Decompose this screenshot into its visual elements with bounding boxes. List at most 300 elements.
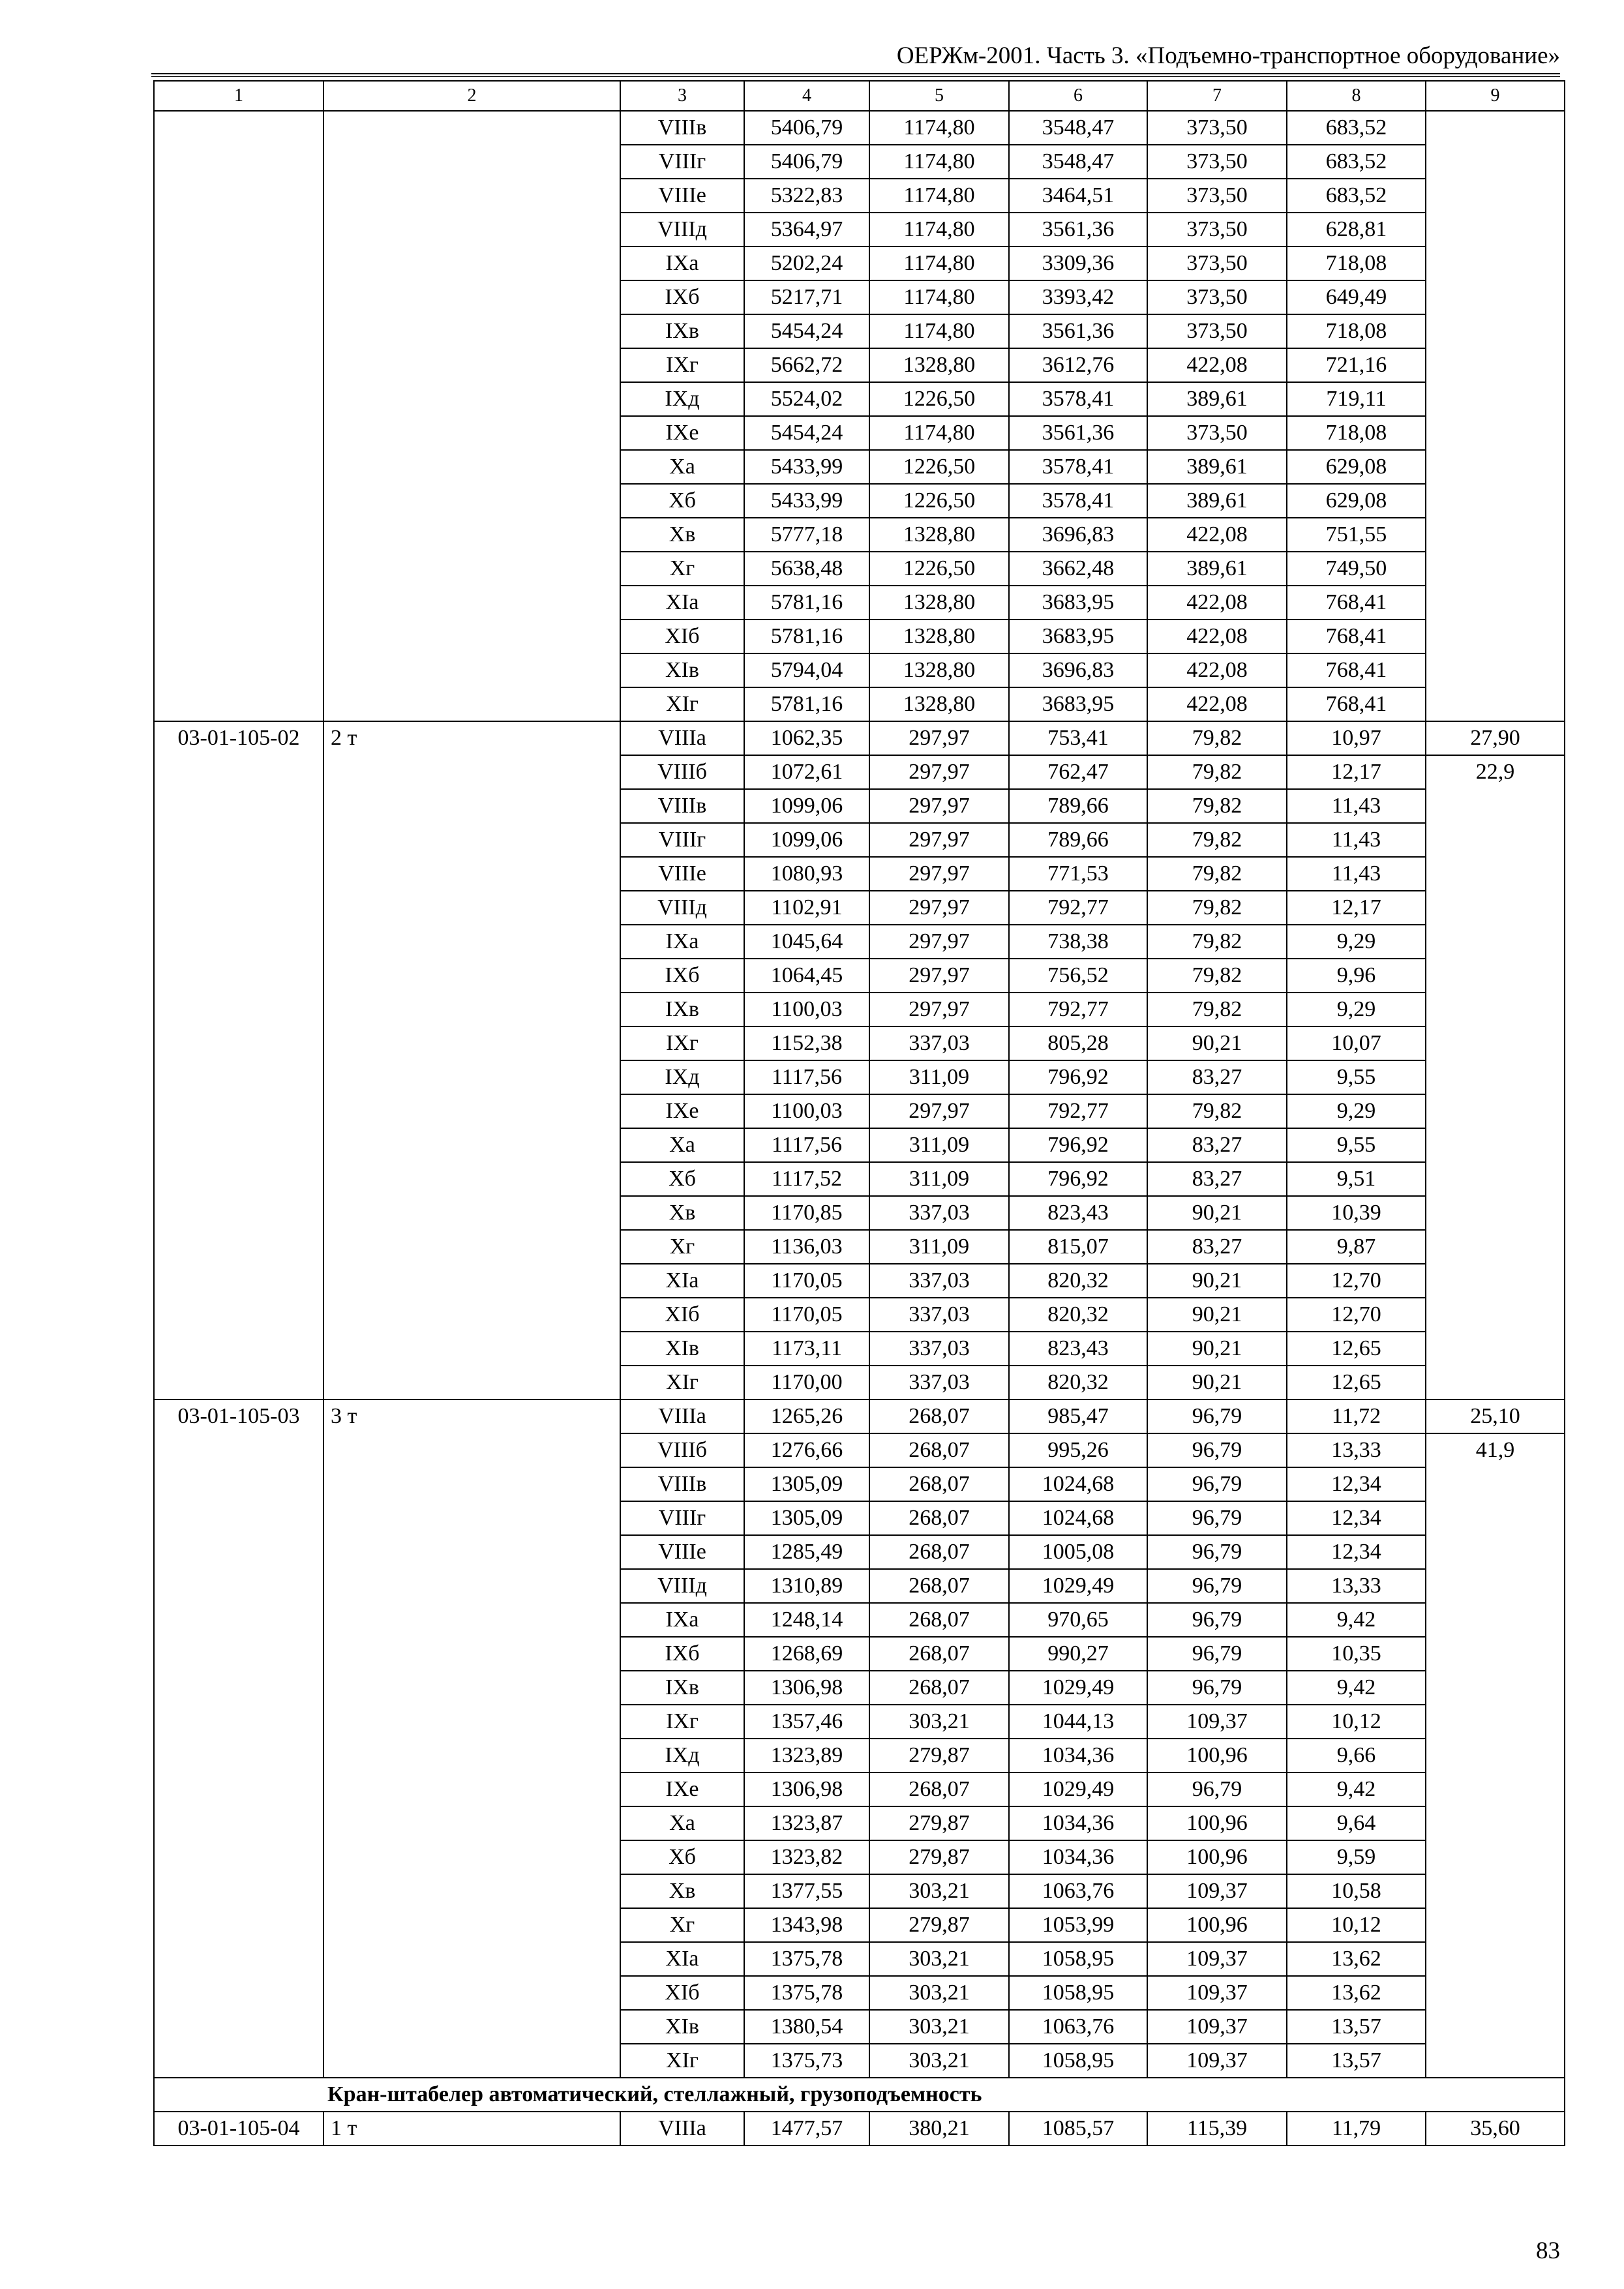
value-cell: IXб [620,1637,744,1671]
value-cell: 5322,83 [744,179,869,213]
value-cell: 13,62 [1287,1976,1426,2010]
value-cell: 1102,91 [744,891,869,925]
value-cell: 3464,51 [1009,179,1147,213]
value-cell: 789,66 [1009,789,1147,823]
value-cell: 1377,55 [744,1874,869,1908]
value-cell: 79,82 [1147,993,1287,1026]
value-cell: 1080,93 [744,857,869,891]
value-cell: 1174,80 [869,179,1009,213]
value-cell: 9,51 [1287,1162,1426,1196]
value-cell: 3548,47 [1009,111,1147,145]
value-cell: 985,47 [1009,1399,1147,1433]
value-cell: 303,21 [869,1942,1009,1976]
value-cell: 1174,80 [869,416,1009,450]
value-cell: XIв [620,1332,744,1366]
value-cell: 1174,80 [869,247,1009,280]
value-cell: 1053,99 [1009,1908,1147,1942]
value-cell: 109,37 [1147,1942,1287,1976]
value-cell: XIб [620,1298,744,1332]
value-cell: 1029,49 [1009,1773,1147,1806]
value-cell: VIIIг [620,145,744,179]
value-cell: 1343,98 [744,1908,869,1942]
value-cell: VIIIб [620,1433,744,1467]
value-cell: Xг [620,552,744,586]
value-cell: 96,79 [1147,1501,1287,1535]
value-cell: 629,08 [1287,484,1426,518]
value-cell: 297,97 [869,789,1009,823]
value-cell: 1285,49 [744,1535,869,1569]
value-cell: 768,41 [1287,653,1426,687]
value-cell: 422,08 [1147,653,1287,687]
value-cell: 10,07 [1287,1026,1426,1060]
value-cell: VIIIв [620,1467,744,1501]
value-cell: 109,37 [1147,2044,1287,2078]
value-cell: 628,81 [1287,213,1426,247]
value-cell: 1226,50 [869,484,1009,518]
value-cell: 1044,13 [1009,1705,1147,1739]
value-cell: IXe [620,1094,744,1128]
value-cell: Xг [620,1230,744,1264]
value-cell: 279,87 [869,1840,1009,1874]
page-header: ОЕРЖм-2001. Часть 3. «Подъемно-транспортное оборудование» [896,42,1560,69]
value-cell: 12,34 [1287,1535,1426,1569]
value-cell: 792,77 [1009,891,1147,925]
value-cell: 337,03 [869,1332,1009,1366]
value-cell: 96,79 [1147,1399,1287,1433]
value-cell: 10,12 [1287,1705,1426,1739]
value-cell: 13,57 [1287,2010,1426,2044]
value-cell: 268,07 [869,1501,1009,1535]
value-cell: 796,92 [1009,1162,1147,1196]
value-cell: 3578,41 [1009,382,1147,416]
value-cell: 83,27 [1147,1230,1287,1264]
value-cell: 792,77 [1009,1094,1147,1128]
value-cell: Xб [620,484,744,518]
value-cell: 109,37 [1147,1976,1287,2010]
value-cell: 970,65 [1009,1603,1147,1637]
column-number-cell: 8 [1287,81,1426,111]
value-cell: 789,66 [1009,823,1147,857]
value-cell: IXд [620,382,744,416]
value-cell: IXa [620,247,744,280]
value-cell: 749,50 [1287,552,1426,586]
value-cell: 389,61 [1147,552,1287,586]
value-cell: 1170,00 [744,1366,869,1399]
value-cell: 5662,72 [744,348,869,382]
value-cell: 805,28 [1009,1026,1147,1060]
value-cell: 1029,49 [1009,1671,1147,1705]
value-cell: 1306,98 [744,1671,869,1705]
value-cell: 820,32 [1009,1264,1147,1298]
value-cell: 297,97 [869,925,1009,959]
value-cell: 1170,05 [744,1264,869,1298]
value-cell: 1226,50 [869,450,1009,484]
value-cell: 718,08 [1287,247,1426,280]
value-cell: IXe [620,1773,744,1806]
value-cell: 96,79 [1147,1603,1287,1637]
value-cell: 1306,98 [744,1773,869,1806]
value-cell: 820,32 [1009,1366,1147,1399]
value-cell: XIa [620,586,744,620]
table-row [154,111,1565,145]
value-cell: 3561,36 [1009,416,1147,450]
value-cell: 1034,36 [1009,1840,1147,1874]
value-cell: IXг [620,1705,744,1739]
value-cell: XIв [620,2010,744,2044]
value-cell: 719,11 [1287,382,1426,416]
value-cell: 297,97 [869,1094,1009,1128]
value-cell: 1117,56 [744,1060,869,1094]
value-cell: 35,60 [1426,2112,1565,2146]
value-cell: 1174,80 [869,213,1009,247]
column-number-cell: 6 [1009,81,1147,111]
value-cell: 12,65 [1287,1332,1426,1366]
value-cell: 3561,36 [1009,213,1147,247]
value-cell: 762,47 [1009,755,1147,789]
value-cell: 1174,80 [869,145,1009,179]
value-cell: XIг [620,2044,744,2078]
value-cell: 1357,46 [744,1705,869,1739]
value-cell: 96,79 [1147,1637,1287,1671]
value-cell: 90,21 [1147,1264,1287,1298]
value-cell: 1477,57 [744,2112,869,2146]
value-cell: 79,82 [1147,789,1287,823]
value-cell: XIб [620,620,744,653]
value-cell: 3612,76 [1009,348,1147,382]
value-cell: 1117,52 [744,1162,869,1196]
value-cell: VIIIд [620,891,744,925]
value-cell: IXб [620,959,744,993]
value-cell: 279,87 [869,1908,1009,1942]
value-cell: VIIIe [620,1535,744,1569]
value-cell: 311,09 [869,1060,1009,1094]
value-cell: 3561,36 [1009,314,1147,348]
value-cell: 5406,79 [744,111,869,145]
value-cell: 1034,36 [1009,1739,1147,1773]
value-cell: 279,87 [869,1806,1009,1840]
value-cell: 109,37 [1147,2010,1287,2044]
value-cell: 297,97 [869,721,1009,755]
value-cell: 311,09 [869,1162,1009,1196]
value-cell: 303,21 [869,2044,1009,2078]
value-cell: 1226,50 [869,552,1009,586]
value-cell: 13,33 [1287,1569,1426,1603]
value-cell: Xв [620,1874,744,1908]
value-cell: 1063,76 [1009,1874,1147,1908]
value-cell: 83,27 [1147,1128,1287,1162]
value-cell: 9,42 [1287,1671,1426,1705]
section-title: Кран-штабелер автоматический, стеллажный, грузоподъемность [154,2078,1565,2112]
value-cell: 1328,80 [869,348,1009,382]
value-cell: 1058,95 [1009,1942,1147,1976]
value-cell: 768,41 [1287,620,1426,653]
value-cell: 815,07 [1009,1230,1147,1264]
value-cell: 5777,18 [744,518,869,552]
value-cell: 96,79 [1147,1433,1287,1467]
value-cell: 3683,95 [1009,687,1147,721]
value-cell: 649,49 [1287,280,1426,314]
column-9-cell [1426,721,1565,1399]
value-cell: 96,79 [1147,1671,1287,1705]
value-cell: Xб [620,1840,744,1874]
value-cell: 268,07 [869,1467,1009,1501]
value-cell: 268,07 [869,1535,1009,1569]
value-cell: 9,64 [1287,1806,1426,1840]
value-cell: 422,08 [1147,586,1287,620]
value-cell: 90,21 [1147,1332,1287,1366]
column-9-value: 41,9 [1475,1438,1515,1462]
value-cell: 1248,14 [744,1603,869,1637]
value-cell: 756,52 [1009,959,1147,993]
value-cell: 100,96 [1147,1840,1287,1874]
value-cell: 109,37 [1147,1874,1287,1908]
value-cell: 9,59 [1287,1840,1426,1874]
value-cell: 1174,80 [869,280,1009,314]
value-cell: VIIIa [620,1399,744,1433]
header-rule [151,73,1560,74]
value-cell: 79,82 [1147,755,1287,789]
group-name-cell [323,111,620,721]
value-cell: 1085,57 [1009,2112,1147,2146]
value-cell: 79,82 [1147,1094,1287,1128]
value-cell: VIIIв [620,111,744,145]
value-cell: 1100,03 [744,993,869,1026]
value-cell: 629,08 [1287,450,1426,484]
value-cell: 1380,54 [744,2010,869,2044]
value-cell: 1174,80 [869,111,1009,145]
value-cell: 303,21 [869,1874,1009,1908]
value-cell: XIг [620,1366,744,1399]
value-cell: 90,21 [1147,1196,1287,1230]
value-cell: 12,34 [1287,1467,1426,1501]
value-cell: Xa [620,1806,744,1840]
value-cell: XIa [620,1942,744,1976]
value-cell: 3393,42 [1009,280,1147,314]
group-code-cell: 03-01-105-03 [154,1399,323,2078]
value-cell: 389,61 [1147,382,1287,416]
value-cell: 5217,71 [744,280,869,314]
table-row [154,721,1565,755]
value-cell: 90,21 [1147,1366,1287,1399]
value-cell: 1226,50 [869,382,1009,416]
column-number-cell: 7 [1147,81,1287,111]
value-cell: 683,52 [1287,145,1426,179]
value-cell: 422,08 [1147,518,1287,552]
value-cell: 3548,47 [1009,145,1147,179]
value-cell: 12,34 [1287,1501,1426,1535]
page-number: 83 [1536,2237,1560,2264]
value-cell: 389,61 [1147,450,1287,484]
value-cell: 9,42 [1287,1603,1426,1637]
column-number-cell: 2 [323,81,620,111]
header-rule-thin [151,76,1560,77]
column-9-value: 27,90 [1426,722,1564,756]
value-cell: 337,03 [869,1026,1009,1060]
value-cell: 9,55 [1287,1128,1426,1162]
value-cell: 1323,82 [744,1840,869,1874]
value-cell: 1305,09 [744,1501,869,1535]
value-cell: 373,50 [1147,145,1287,179]
value-cell: 1099,06 [744,823,869,857]
value-cell: 1024,68 [1009,1501,1147,1535]
value-cell: 297,97 [869,755,1009,789]
value-cell: 5781,16 [744,586,869,620]
value-cell: 311,09 [869,1128,1009,1162]
value-cell: XIa [620,1264,744,1298]
value-cell: 373,50 [1147,111,1287,145]
value-cell: 1136,03 [744,1230,869,1264]
value-cell: 380,21 [869,2112,1009,2146]
value-cell: Xб [620,1162,744,1196]
value-cell: 768,41 [1287,586,1426,620]
value-cell: VIIIa [620,721,744,755]
value-cell: 1310,89 [744,1569,869,1603]
value-cell: IXд [620,1060,744,1094]
value-cell: 1045,64 [744,925,869,959]
value-cell: 12,17 [1287,891,1426,925]
value-cell: 337,03 [869,1196,1009,1230]
value-cell: Xв [620,1196,744,1230]
value-cell: 96,79 [1147,1535,1287,1569]
value-cell: 100,96 [1147,1908,1287,1942]
value-cell: VIIIд [620,213,744,247]
value-cell: 13,33 [1287,1433,1426,1467]
value-cell: 1174,80 [869,314,1009,348]
value-cell: 422,08 [1147,687,1287,721]
value-cell: 5364,97 [744,213,869,247]
column-number-cell: 4 [744,81,869,111]
value-cell: 79,82 [1147,891,1287,925]
value-cell: 268,07 [869,1399,1009,1433]
value-cell: IXa [620,925,744,959]
value-cell: 5524,02 [744,382,869,416]
value-cell: IXa [620,1603,744,1637]
value-cell: 3696,83 [1009,653,1147,687]
value-cell: 83,27 [1147,1162,1287,1196]
value-cell: 1323,89 [744,1739,869,1773]
value-cell: 1062,35 [744,721,869,755]
value-cell: 5781,16 [744,620,869,653]
group-name-cell: 3 т [323,1399,620,2078]
value-cell: 1328,80 [869,518,1009,552]
value-cell: 1375,73 [744,2044,869,2078]
value-cell: 5202,24 [744,247,869,280]
value-cell: 90,21 [1147,1026,1287,1060]
value-cell: 721,16 [1287,348,1426,382]
value-cell: 738,38 [1009,925,1147,959]
value-cell: 1328,80 [869,620,1009,653]
value-cell: 79,82 [1147,721,1287,755]
value-cell: 3578,41 [1009,450,1147,484]
value-cell: 718,08 [1287,416,1426,450]
value-cell: 10,58 [1287,1874,1426,1908]
value-cell: 79,82 [1147,823,1287,857]
value-cell: IXв [620,314,744,348]
value-cell: 337,03 [869,1298,1009,1332]
value-cell: 5638,48 [744,552,869,586]
value-cell: 96,79 [1147,1467,1287,1501]
value-cell: IXг [620,348,744,382]
value-cell: XIг [620,687,744,721]
value-cell: 1024,68 [1009,1467,1147,1501]
value-cell: Xa [620,1128,744,1162]
value-cell: 96,79 [1147,1773,1287,1806]
value-cell: 1072,61 [744,755,869,789]
value-cell: 683,52 [1287,111,1426,145]
value-cell: 268,07 [869,1671,1009,1705]
value-cell: 13,62 [1287,1942,1426,1976]
value-cell: 1063,76 [1009,2010,1147,2044]
value-cell: 1173,11 [744,1332,869,1366]
group-code-cell: 03-01-105-02 [154,721,323,1399]
value-cell: 11,79 [1287,2112,1426,2146]
value-cell: 303,21 [869,2010,1009,2044]
value-cell: 1058,95 [1009,2044,1147,2078]
value-cell: 1 т [323,2112,620,2146]
value-cell: 1034,36 [1009,1806,1147,1840]
value-cell: 9,29 [1287,1094,1426,1128]
value-cell: 1064,45 [744,959,869,993]
value-cell: 268,07 [869,1569,1009,1603]
value-cell: 1117,56 [744,1128,869,1162]
value-cell: 796,92 [1009,1128,1147,1162]
value-cell: 83,27 [1147,1060,1287,1094]
value-cell: 10,97 [1287,721,1426,755]
value-cell: 109,37 [1147,1705,1287,1739]
value-cell: 268,07 [869,1603,1009,1637]
value-cell: 5454,24 [744,416,869,450]
value-cell: 990,27 [1009,1637,1147,1671]
value-cell: 337,03 [869,1366,1009,1399]
column-number-cell: 1 [154,81,323,111]
value-cell: 303,21 [869,1705,1009,1739]
value-cell: 1058,95 [1009,1976,1147,2010]
value-cell: 297,97 [869,857,1009,891]
value-cell: 1305,09 [744,1467,869,1501]
value-cell: 297,97 [869,959,1009,993]
value-cell: 12,70 [1287,1264,1426,1298]
price-table [153,80,1565,2146]
table-row [154,2112,1565,2146]
value-cell: 5433,99 [744,450,869,484]
value-cell: 373,50 [1147,213,1287,247]
value-cell: Xa [620,450,744,484]
value-cell: 297,97 [869,993,1009,1026]
column-9-cell [1426,111,1565,721]
value-cell: VIIIe [620,179,744,213]
value-cell: IXв [620,993,744,1026]
value-cell: 10,35 [1287,1637,1426,1671]
value-cell: 373,50 [1147,314,1287,348]
value-cell: 297,97 [869,823,1009,857]
value-cell: 1100,03 [744,1094,869,1128]
value-cell: 3578,41 [1009,484,1147,518]
value-cell: 422,08 [1147,620,1287,653]
value-cell: 10,12 [1287,1908,1426,1942]
value-cell: 683,52 [1287,179,1426,213]
value-cell: IXг [620,1026,744,1060]
value-cell: 820,32 [1009,1298,1147,1332]
value-cell: 753,41 [1009,721,1147,755]
value-cell: 389,61 [1147,484,1287,518]
value-cell: 11,43 [1287,823,1426,857]
value-cell: 5794,04 [744,653,869,687]
value-cell: 100,96 [1147,1806,1287,1840]
value-cell: 90,21 [1147,1298,1287,1332]
value-cell: 100,96 [1147,1739,1287,1773]
value-cell: VIIIг [620,1501,744,1535]
value-cell: IXв [620,1671,744,1705]
